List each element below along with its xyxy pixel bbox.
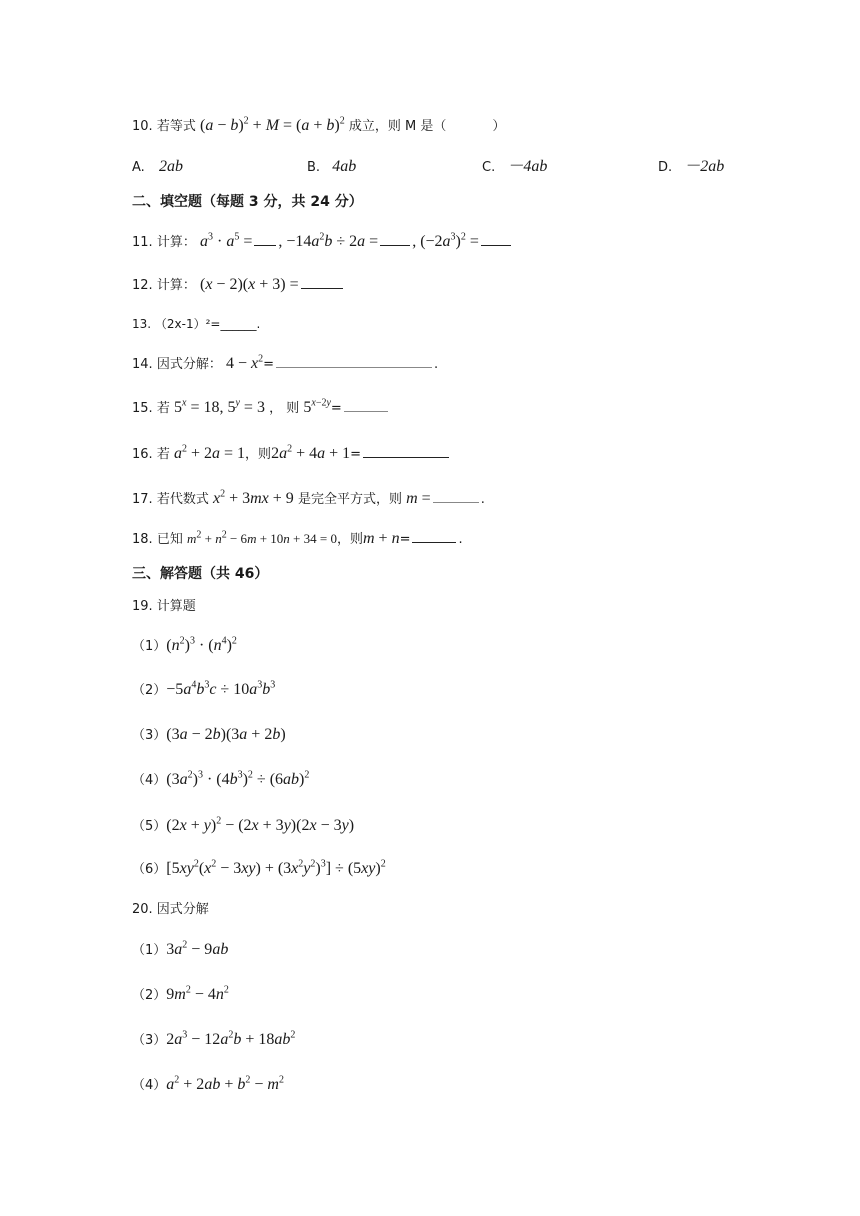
item-number: （4） xyxy=(132,1078,167,1093)
question-text: 若等式 xyxy=(156,119,196,134)
expression: $(3a^2)^3 \cdot (4b^3)^2 \div (6ab)^2$ xyxy=(166,769,310,788)
question-text: （2x-1）²=______. xyxy=(154,317,261,331)
question-18: 18. 已知 $m^2 + n^2 - 6m + 10n + 34 = 0$，则m + n= . xyxy=(132,529,463,547)
q19-item-6 xyxy=(132,859,386,880)
expression: (3a − 2b)(3a + 2b) xyxy=(166,726,286,743)
question-16: 16. 若 $a^2 + 2a = 1$，则$2a^2 + 4a + 1=$ xyxy=(132,443,451,465)
question-19-title: 19. 计算题 xyxy=(132,599,196,614)
item-number: （1） xyxy=(132,943,167,958)
question-text-end: . xyxy=(480,492,485,507)
equation: $m^2 + n^2 - 6m + 10n + 34 = 0$ xyxy=(186,529,337,546)
question-number: 14. xyxy=(132,357,153,372)
choice-value: 2ab xyxy=(158,158,183,175)
choice-label: A. xyxy=(132,160,145,175)
equation: $4 - x^2$ xyxy=(225,353,264,372)
choice-label: D. xyxy=(658,160,673,175)
question-number: 12. xyxy=(132,278,153,293)
equation-target: $2a^2 + 4a + 1$ xyxy=(271,443,351,462)
question-10 xyxy=(132,116,505,137)
equation: $5^x = 18$, $5^y = 3$ xyxy=(173,397,265,416)
question-number: 17. xyxy=(132,492,153,507)
question-number: 15. xyxy=(132,401,153,416)
item-number: （5） xyxy=(132,819,167,834)
question-text-end: . xyxy=(434,357,439,372)
expression: $3a^2 - 9ab$ xyxy=(166,939,229,958)
question-12 xyxy=(132,274,345,296)
question-number: 13. xyxy=(132,317,152,331)
equation: $a^3 \cdot a^5$ = , $-14a^2b \div 2a$ = , $(-2a^3)^2$ = xyxy=(200,233,513,250)
equation-target: $5^{x-2y}$ xyxy=(303,397,331,416)
question-text: 若 xyxy=(156,447,170,462)
question-number: 11. xyxy=(132,235,153,250)
choice-value: －4ab xyxy=(507,158,548,175)
question-17 xyxy=(132,488,485,510)
choice-b[interactable] xyxy=(307,157,356,178)
question-text: 若 xyxy=(156,401,170,416)
expression: $[5xy^2(x^2 - 3xy) + (3x^2y^2)^3] \div (5xy)^2$ xyxy=(166,858,386,877)
item-number: （3） xyxy=(132,728,167,743)
question-text: 若代数式 xyxy=(156,492,209,507)
choice-label: C. xyxy=(482,160,496,175)
question-15: 15. 若 $5^x = 18$, $5^y = 3$ ， 则 $5^{x-2y}=$ xyxy=(132,397,390,419)
expression: $(2x + y)^2 - (2x + 3y)(2x - 3y)$ xyxy=(166,815,355,834)
q20-item-4 xyxy=(132,1075,284,1096)
question-text-mid: 成立，则 M 是（ xyxy=(348,119,447,134)
item-number: （3） xyxy=(132,1033,167,1048)
q19-item-3 xyxy=(132,725,286,746)
item-number: （1） xyxy=(132,639,167,654)
question-20-title: 20. 因式分解 xyxy=(132,902,209,917)
question-number: 18. xyxy=(132,532,153,547)
q20-item-1 xyxy=(132,940,228,961)
question-number: 10. xyxy=(132,119,153,134)
equation: (x − 2)(x + 3) = xyxy=(200,276,345,293)
q19-item-4 xyxy=(132,770,309,791)
question-text: 已知 xyxy=(156,532,183,547)
question-text-end: . xyxy=(458,532,463,547)
expression: $-5a^4b^3c \div 10a^3b^3$ xyxy=(166,679,276,698)
item-number: （2） xyxy=(132,683,167,698)
question-text: 计算： xyxy=(156,278,196,293)
equation: $(a - b)^2 + M = (a + b)^2$ xyxy=(199,115,345,134)
choice-a[interactable] xyxy=(132,157,183,178)
q20-item-2 xyxy=(132,985,229,1006)
choice-value: －2ab xyxy=(684,158,725,175)
expression: $(n^2)^3 \cdot (n^4)^2$ xyxy=(166,635,237,654)
q20-item-3 xyxy=(132,1030,295,1051)
question-11 xyxy=(132,231,513,253)
choice-d[interactable] xyxy=(658,157,724,178)
question-text-mid: ，则 xyxy=(245,447,272,462)
expression: $2a^3 - 12a^2b + 18ab^2$ xyxy=(166,1029,296,1048)
q19-item-1 xyxy=(132,636,237,657)
question-text-mid: 是完全平方式，则 xyxy=(297,492,402,507)
choice-c[interactable] xyxy=(482,157,547,178)
q19-item-2 xyxy=(132,680,275,701)
question-13 xyxy=(132,314,260,334)
question-text: 计算： xyxy=(156,235,196,250)
question-number: 16. xyxy=(132,447,153,462)
item-number: （4） xyxy=(132,773,167,788)
question-text-end: ） xyxy=(492,119,506,134)
equation-target: m + n xyxy=(362,530,400,547)
choice-label: B. xyxy=(307,160,321,175)
question-14: 14. 因式分解： $4 - x^2=$ . xyxy=(132,353,439,372)
item-number: （2） xyxy=(132,988,167,1003)
question-text: 因式分解： xyxy=(156,357,222,372)
q19-item-5 xyxy=(132,816,354,837)
item-number: （6） xyxy=(132,862,167,877)
section-heading-solve: 三、解答题（共 46） xyxy=(132,566,269,582)
section-heading-fill-in: 二、填空题（每题 3 分，共 24 分） xyxy=(132,194,363,210)
equation-target: m = xyxy=(406,490,431,507)
question-text-mid: ，则 xyxy=(336,532,363,547)
expression: $9m^2 - 4n^2$ xyxy=(166,984,229,1003)
equation: $a^2 + 2a = 1$ xyxy=(173,443,246,462)
expression: $a^2 + 2ab + b^2 - m^2$ xyxy=(166,1074,284,1093)
question-text-mid: ， 则 xyxy=(269,401,300,416)
equation: $x^2 + 3mx + 9$ xyxy=(212,488,294,507)
choice-value: 4ab xyxy=(332,158,357,175)
